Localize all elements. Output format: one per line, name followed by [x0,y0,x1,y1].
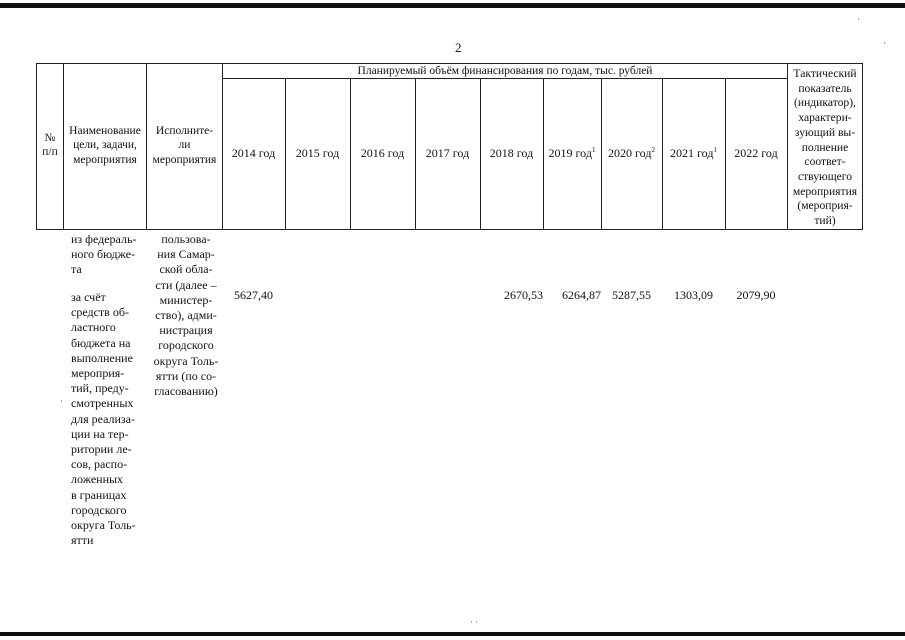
header-year-2017: 2017 год [425,146,470,160]
header-tactical-indicator: Тактический показатель (индикатор), характери- зующий вы- полнение соответ- ствующего мероприятия (мероприя- тий) [792,67,858,228]
header-year-2019: 2019 год$^1$ [548,146,596,160]
header-year-2022: 2022 год [734,146,778,160]
header-year-2020: 2020 год$^2$ [608,146,655,160]
bottom-border-bar [0,632,905,636]
row-name-regional: за счёт средств об- ластного бюджета на выполнение мероприя- тий, преду- смотренных для реализа- ции на тер- ритории ле- сов, распо- ложенных в границах городского округа Толь- ятти [71,290,136,548]
header-year-2021: 2021 год$^1$ [670,146,717,160]
value-2021: 1303,09 [674,288,713,302]
top-border-bar [0,3,905,8]
header-year-2018: 2018 год [489,146,534,160]
value-2022: 2079,90 [736,288,776,302]
scan-speck: · [857,14,860,24]
row-executor: пользова- ния Самар- ской обла- сти (далее – министер- ство), адми- нистрация городского округа Толь- ятти (по со- гласованию) [153,232,219,399]
scan-speck: · · [470,617,479,627]
header-col-name: Наименование цели, задачи, мероприятия [69,125,141,166]
header-year-2014: 2014 год [231,146,276,160]
page-number: 2 [455,40,462,55]
scan-speck: · [60,396,63,406]
value-2019: 6264,87 [562,288,601,302]
header-col-number: № п/п [42,132,58,159]
value-2014: 5627,40 [234,288,273,302]
header-year-2015: 2015 год [295,146,340,160]
row-name-federal: из федераль- ного бюдже- та [71,232,137,277]
header-col-executors: Исполните- ли мероприятия [152,125,217,166]
value-2020: 5287,55 [612,288,651,302]
header-year-2016: 2016 год [360,146,405,160]
scan-speck: · [883,38,886,48]
header-planned-financing: Планируемый объём финансирования по годам, тыс. рублей [357,65,653,77]
value-2018: 2670,53 [504,288,543,302]
